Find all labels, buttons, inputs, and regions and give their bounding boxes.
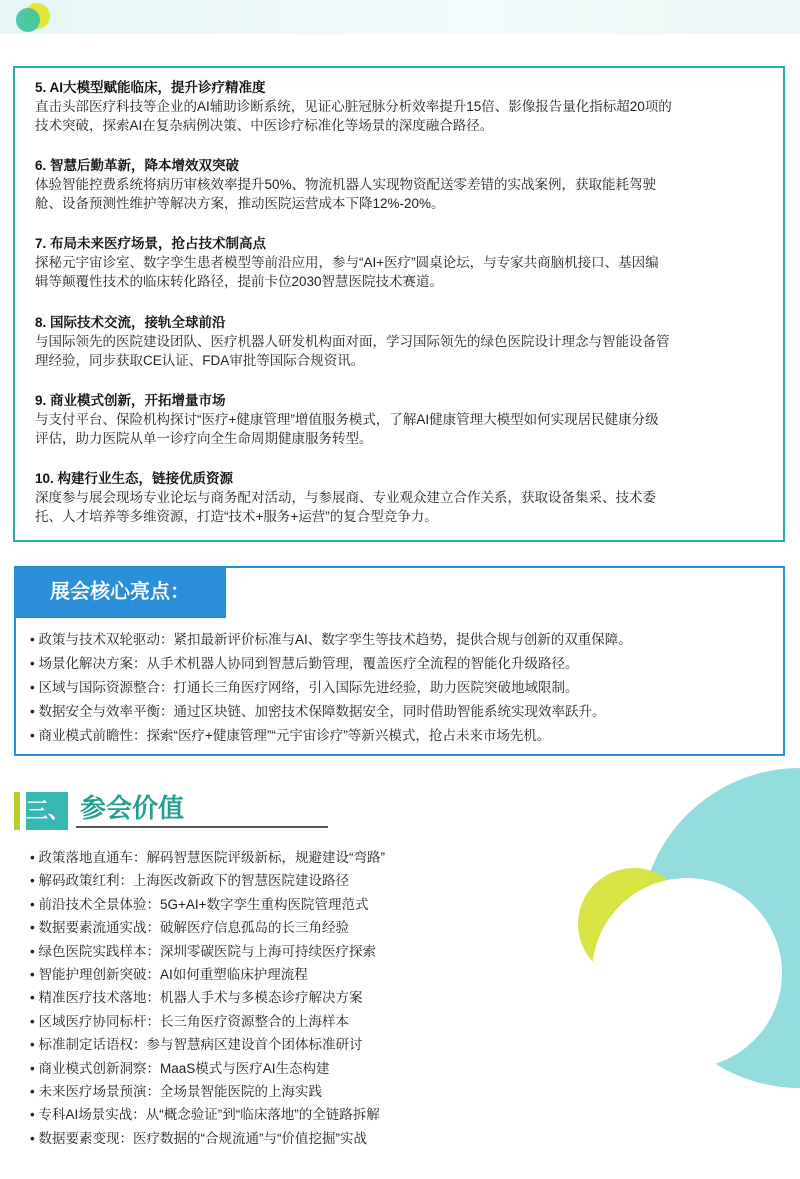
goal-text: 探秘元宇宙诊室、数字孪生患者模型等前沿应用，参与“AI+医疗”圆桌论坛，与专家共商脑机接口、基因编 — [35, 255, 659, 270]
value-item: • 绿色医院实践样本：深圳零碳医院与上海可持续医疗探索 — [30, 943, 376, 959]
value-item: • 精准医疗技术落地：机器人手术与多模态诊疗解决方案 — [30, 990, 363, 1006]
highlights-box — [14, 566, 785, 756]
value-item: • 未来医疗场景预演：全场景智能医院的上海实践 — [30, 1084, 322, 1100]
goal-title: 8. 国际技术交流，接轨全球前沿 — [35, 315, 226, 330]
goal-title: 7. 布局未来医疗场景，抢占技术制高点 — [35, 236, 267, 251]
highlight-item: • 商业模式前瞻性：探索“医疗+健康管理”“元宇宙诊疗”等新兴模式，抢占未来市场先机。 — [30, 728, 551, 743]
highlights-list — [30, 628, 770, 748]
goal-text: 舱、设备预测性维护等解决方案，推动医院运营成本下降12%-20%。 — [35, 196, 445, 211]
highlight-item: • 区域与国际资源整合：打通长三角医疗网络，引入国际先进经验，助力医院突破地域限制。 — [30, 680, 579, 695]
goal-item — [35, 391, 775, 448]
highlights-title: 展会核心亮点： — [14, 566, 226, 618]
section-number: 三、 — [26, 792, 68, 830]
goal-text: 理经验，同步获取CE认证、FDA审批等国际合规资讯。 — [35, 353, 365, 368]
value-item: • 智能护理创新突破：AI如何重塑临床护理流程 — [30, 967, 308, 983]
logo-green-dot — [16, 8, 40, 32]
goal-item — [35, 78, 775, 135]
goal-item — [35, 313, 775, 370]
goal-title: 5. AI大模型赋能临床，提升诊疗精准度 — [35, 80, 266, 95]
goal-title: 6. 智慧后勤革新，降本增效双突破 — [35, 158, 240, 173]
value-list — [30, 846, 610, 1150]
goal-text: 托、人才培养等多维资源，打造“技术+服务+运营”的复合型竞争力。 — [35, 509, 438, 524]
value-item: • 政策落地直通车：解码智慧医院评级新标，规避建设“弯路” — [30, 850, 385, 865]
goal-title: 9. 商业模式创新，开拓增量市场 — [35, 393, 226, 408]
value-item: • 标准制定话语权：参与智慧病区建设首个团体标准研讨 — [30, 1037, 363, 1053]
value-item: • 前沿技术全景体验：5G+AI+数字孪生重构医院管理范式 — [30, 896, 369, 912]
highlight-item: • 政策与技术双轮驱动：紧扣最新评价标准与AI、数字孪生等技术趋势，提供合规与创新的双重保障。 — [30, 632, 632, 647]
value-item: • 解码政策红利：上海医改新政下的智慧医院建设路径 — [30, 873, 349, 889]
goal-text: 辑等颠覆性技术的临床转化路径，提前卡位2030智慧医院技术赛道。 — [35, 274, 444, 289]
goal-text: 深度参与展会现场专业论坛与商务配对活动，与参展商、专业观众建立合作关系，获取设备集采、技术委 — [35, 490, 656, 505]
goal-text: 与支付平台、保险机构探讨“医疗+健康管理”增值服务模式，了解AI健康管理大模型如何实现居民健康分级 — [35, 412, 659, 427]
goal-text: 直击头部医疗科技等企业的AI辅助诊断系统，见证心脏冠脉分析效率提升15倍、影像报告量化指标超20项的 — [35, 99, 672, 114]
value-item: • 数据要素变现：医疗数据的“合规流通”与“价值挖掘”实战 — [30, 1130, 367, 1146]
highlight-item: • 数据安全与效率平衡：通过区块链、加密技术保障数据安全，同时借助智能系统实现效率跃升。 — [30, 704, 606, 719]
value-item: • 商业模式创新洞察：MaaS模式与医疗AI生态构建 — [30, 1060, 330, 1076]
section-accent-bar — [14, 792, 20, 830]
highlight-item: • 场景化解决方案：从手术机器人协同到智慧后勤管理，覆盖医疗全流程的智能化升级路径。 — [30, 656, 579, 671]
goal-text: 体验智能控费系统将病历审核效率提升50%、物流机器人实现物资配送零差错的实战案例，获取能耗驾驶 — [35, 177, 657, 192]
top-band — [0, 0, 800, 34]
value-item: • 数据要素流通实战：破解医疗信息孤岛的长三角经验 — [30, 920, 349, 936]
goal-text: 与国际领先的医院建设团队、医疗机器人研发机构面对面，学习国际领先的绿色医院设计理念与智能设备管 — [35, 334, 670, 349]
goal-item — [35, 156, 775, 213]
value-item: • 区域医疗协同标杆：长三角医疗资源整合的上海样本 — [30, 1013, 349, 1029]
section-underline — [76, 826, 328, 828]
goal-item — [35, 469, 775, 526]
goal-text: 技术突破，探索AI在复杂病例决策、中医诊疗标准化等场景的深度融合路径。 — [35, 118, 494, 133]
section-title: 参会价值 — [80, 793, 185, 823]
goal-title: 10. 构建行业生态，链接优质资源 — [35, 471, 234, 486]
goal-text: 评估，助力医院从单一诊疗向全生命周期健康服务转型。 — [35, 431, 373, 446]
value-item: • 专科AI场景实战：从“概念验证”到“临床落地”的全链路拆解 — [30, 1107, 380, 1123]
goal-item — [35, 234, 775, 291]
decor-white-circle — [592, 878, 782, 1068]
goals-panel — [13, 66, 785, 542]
